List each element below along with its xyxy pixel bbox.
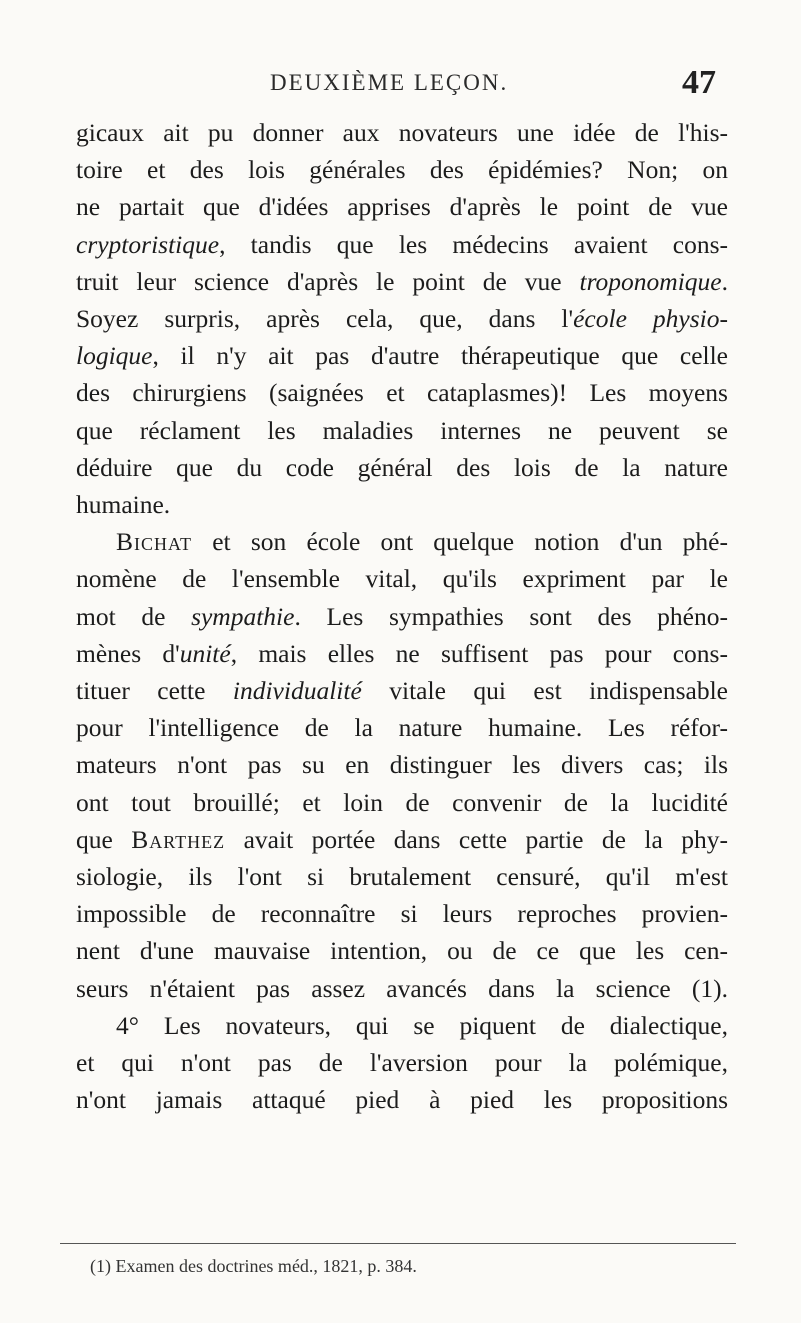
text-line	[76, 560, 728, 597]
text-line	[76, 151, 728, 188]
italic-term: unité	[179, 638, 231, 668]
text-segment: truit leur science d'après le point de vue	[76, 266, 580, 296]
text-segment: nent d'une mauvaise intention, ou de ce que les cen-	[76, 936, 728, 966]
text-line	[76, 598, 728, 635]
text-line	[76, 1081, 728, 1118]
italic-term: école physio-	[573, 304, 728, 334]
text-segment: des chirurgiens (saignées et cataplasmes)! Les moyens	[76, 378, 728, 408]
text-line	[76, 374, 728, 411]
page-number: 47	[682, 64, 716, 101]
text-line	[76, 895, 728, 932]
italic-term: cryptoristique	[76, 229, 220, 259]
text-segment: tituer cette	[76, 676, 233, 706]
text-line	[76, 114, 728, 151]
text-segment: siologie, ils l'ont si brutalement censuré, qu'il m'est	[76, 862, 728, 892]
text-segment: nomène de l'ensemble vital, qu'ils expriment par le	[76, 564, 728, 594]
text-segment: ne partait que d'idées apprises d'après le point de vue	[76, 192, 728, 222]
text-line	[76, 970, 728, 1007]
text-line	[76, 263, 728, 300]
text-line	[76, 709, 728, 746]
italic-term: troponomique	[579, 266, 722, 296]
text-line	[76, 300, 728, 337]
text-segment: , tandis que les médecins avaient cons-	[219, 229, 728, 259]
text-segment: vitale qui est indispensable	[361, 676, 728, 706]
footnote: (1) Examen des doctrines méd., 1821, p. 384.	[90, 1256, 417, 1276]
text-segment: que réclament les maladies internes ne peuvent se	[76, 415, 728, 445]
text-line	[76, 635, 728, 672]
text-line	[76, 188, 728, 225]
text-segment: que	[76, 824, 132, 854]
text-line	[76, 1044, 728, 1081]
text-segment: . Les sympathies sont des phéno-	[294, 601, 728, 631]
text-segment: , mais elles ne suffisent pas pour cons-	[230, 638, 728, 668]
text-line	[76, 337, 728, 374]
running-title: DEUXIÈME LEÇON.	[270, 70, 509, 95]
text-segment: et qui n'ont pas de l'aversion pour la polémique,	[76, 1048, 728, 1078]
text-segment: .	[721, 266, 728, 296]
text-line	[76, 932, 728, 969]
text-segment: et son école ont quelque notion d'un phé-	[192, 527, 728, 557]
text-line	[76, 226, 728, 263]
text-segment: seurs n'étaient pas assez avancés dans la science (1).	[76, 973, 728, 1003]
author-name: Barthez	[131, 824, 226, 854]
text-segment: n'ont jamais attaqué pied à pied les propositions	[76, 1085, 728, 1115]
italic-term: logique	[76, 341, 153, 371]
text-segment: toire et des lois générales des épidémies? Non; on	[76, 155, 728, 185]
body-text	[76, 114, 728, 1118]
text-segment: impossible de reconnaître si leurs reproches provien-	[76, 899, 728, 929]
text-segment: ont tout brouillé; et loin de convenir de la lucidité	[76, 787, 728, 817]
text-segment: 4° Les novateurs, qui se piquent de dialectique,	[116, 1010, 728, 1040]
text-segment: , il n'y ait pas d'autre thérapeutique que celle	[152, 341, 728, 371]
text-segment: avait portée dans cette partie de la phy-	[225, 824, 728, 854]
text-line	[76, 672, 728, 709]
text-segment: gicaux ait pu donner aux novateurs une idée de l'his-	[76, 118, 728, 147]
text-line	[76, 1007, 728, 1044]
text-line	[76, 412, 728, 449]
text-segment: mènes d'	[76, 638, 180, 668]
italic-term: sympathie	[191, 601, 295, 631]
author-name: Bichat	[116, 527, 193, 557]
text-line	[76, 449, 728, 486]
italic-term: individualité	[232, 676, 362, 706]
text-line	[76, 486, 728, 523]
text-segment: déduire que du code général des lois de la nature	[76, 452, 728, 482]
text-segment: humaine.	[76, 490, 171, 520]
text-line	[76, 784, 728, 821]
text-line	[76, 746, 728, 783]
text-segment: pour l'intelligence de la nature humaine. Les réfor-	[76, 713, 728, 743]
footnote-rule	[60, 1243, 736, 1244]
text-segment: mateurs n'ont pas su en distinguer les divers cas; ils	[76, 750, 728, 780]
text-line	[76, 821, 728, 858]
running-head	[0, 64, 801, 110]
text-segment: Soyez surpris, après cela, que, dans l'	[76, 304, 574, 334]
text-line	[76, 523, 728, 560]
text-line	[76, 858, 728, 895]
text-segment: mot de	[76, 601, 192, 631]
